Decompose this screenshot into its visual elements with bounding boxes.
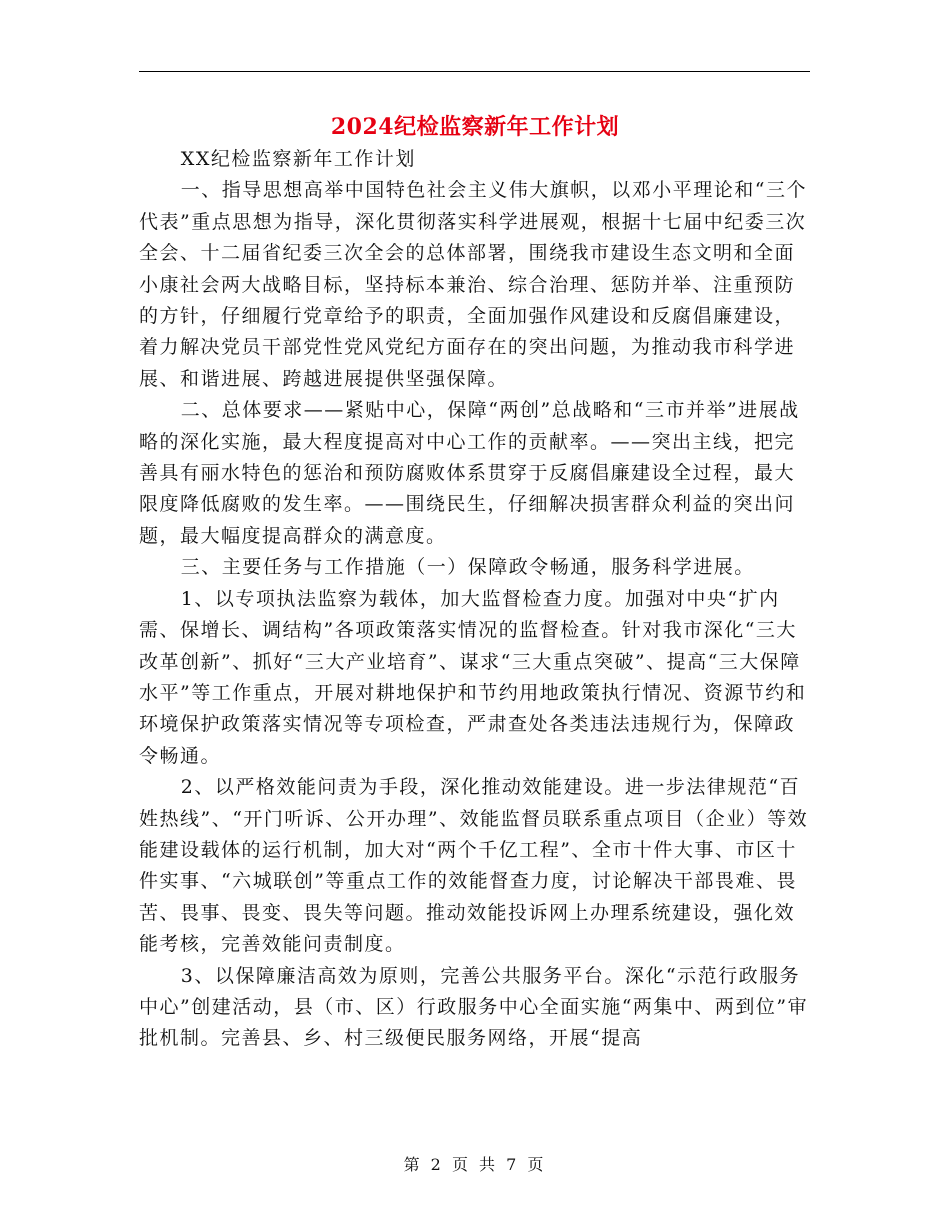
- guiding-ideology-paragraph: 一、指导思想高举中国特色社会主义伟大旗帜，以邓小平理论和“三个代表”重点思想为指导，深化贯彻落实科学进展观，根据十七届中纪委三次全会、十二届省纪委三次全会的总体部署，围绕我市建设生态文明和全面小康社会两大战略目标，坚持标本兼治、综合治理、惩防并举、注重预防的方针，仔细履行党章给予的职责，全面加强作风建设和反腐倡廉建设，着力解决党员干部党性党风党纪方面存在的突出问题，为推动我市科学进展、和谐进展、跨越进展提供坚强保障。: [139, 179, 808, 390]
- task-1-paragraph: 1、以专项执法监察为载体，加大监督检查力度。加强对中央“扩内需、保增长、调结构”各项政策落实情况的监督检查。针对我市深化“三大改革创新”、抓好“三大产业培育”、谋求“三大重点突破”、提高“三大保障水平”等工作重点，开展对耕地保护和节约用地政策执行情况、资源节约和环境保护政策落实情况等专项检查，严肃查处各类违法违规行为，保障政令畅通。: [139, 587, 807, 767]
- general-requirements-paragraph: 二、总体要求——紧贴中心，保障“两创”总战略和“三市并举”进展战略的深化实施，最大程度提高对中心工作的贡献率。——突出主线，把完善具有丽水特色的惩治和预防腐败体系贯穿于反腐倡廉建设全过程，最大限度降低腐败的发生率。——围绕民生，仔细解决损害群众利益的突出问题，最大幅度提高群众的满意度。: [139, 399, 800, 547]
- subtitle-paragraph: XX纪检监察新年工作计划: [180, 148, 416, 170]
- task-2-paragraph: 2、以严格效能问责为手段，深化推动效能建设。进一步法律规范“百姓热线”、“开门听诉、公开办理”、效能监督员联系重点项目（企业）等效能建设载体的运行机制，加大对“两个千亿工程”、全市十件大事、市区十件实事、“六城联创”等重点工作的效能督查力度，讨论解决干部畏难、畏苦、畏事、畏变、畏失等问题。推动效能投诉网上办理系统建设，强化效能考核，完善效能问责制度。: [139, 776, 809, 956]
- header-rule: [139, 71, 810, 72]
- document-body: [139, 144, 810, 1055]
- main-tasks-heading-paragraph: 三、主要任务与工作措施（一）保障政令畅通，服务科学进展。: [180, 556, 755, 579]
- page-number-footer: 第 2 页 共 7 页: [403, 1155, 547, 1174]
- task-3-paragraph: 3、以保障廉洁高效为原则，完善公共服务平台。深化“示范行政服务中心”创建活动，县（市、区）行政服务中心全面实施“两集中、两到位”审批机制。完善县、乡、村三级便民服务网络，开展“提高: [139, 964, 809, 1050]
- document-title: 2024纪检监察新年工作计划: [330, 114, 620, 140]
